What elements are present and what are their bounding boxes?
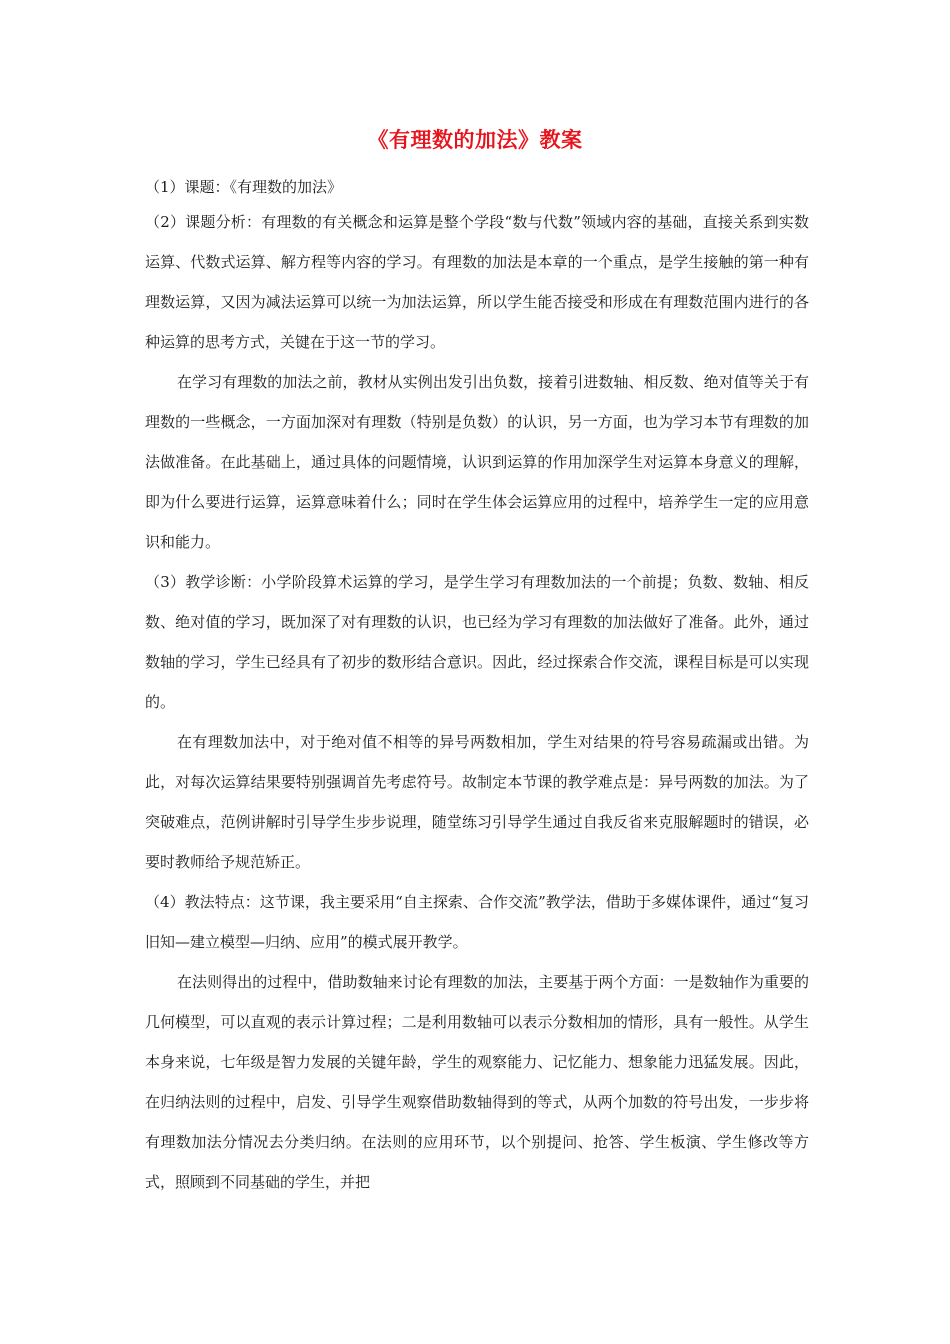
analysis-paragraph: 在学习有理数的加法之前，教材从实例出发引出负数，接着引进数轴、相反数、绝对值等关于有理数的一些概念，一方面加深对有理数（特别是负数）的认识，另一方面，也为学习本节有理数的加法做准备。在此基础上，通过具体的问题情境，认识到运算的作用加深学生对运算本身意义的理解，即为什么要进行运算，运算意味着什么；同时在学生体会运算应用的过程中，培养学生一定的应用意识和能力。 <box>145 373 809 551</box>
diagnosis-paragraph: 在有理数加法中，对于绝对值不相等的异号两数相加，学生对结果的符号容易疏漏或出错。为此，对每次运算结果要特别强调首先考虑符号。故制定本节课的教学难点是：异号两数的加法。为了突破难点，范例讲解时引导学生步步说理，随堂练习引导学生通过自我反省来克服解题时的错误，必要时教师给予规范矫正。 <box>145 733 809 871</box>
section-topic: （1）课题：《有理数的加法》 <box>145 178 343 196</box>
section-analysis: （2）课题分析：有理数的有关概念和运算是整个学段“数与代数”领域内容的基础，直接关系到实数运算、代数式运算、解方程等内容的学习。有理数的加法是本章的一个重点，是学生接触的第一种有理数运算，又因为减法运算可以统一为加法运算，所以学生能否接受和形成在有理数范围内进行的各种运算的思考方式，关键在于这一节的学习。 <box>145 213 809 351</box>
section-diagnosis: （3）教学诊断：小学阶段算术运算的学习，是学生学习有理数加法的一个前提；负数、数轴、相反数、绝对值的学习，既加深了对有理数的认识，也已经为学习有理数的加法做好了准备。此外，通过数轴的学习，学生已经具有了初步的数形结合意识。因此，经过探索合作交流，课程目标是可以实现的。 <box>145 573 809 711</box>
document-title: 《有理数的加法》教案 <box>367 128 583 152</box>
section-method: （4）教法特点：这节课，我主要采用“自主探索、合作交流”教学法，借助于多媒体课件，通过“复习旧知—建立模型—归纳、应用”的模式展开教学。 <box>145 893 809 951</box>
method-paragraph: 在法则得出的过程中，借助数轴来讨论有理数的加法，主要基于两个方面：一是数轴作为重要的几何模型，可以直观的表示计算过程；二是利用数轴可以表示分数相加的情形，具有一般性。从学生本身来说，七年级是智力发展的关键年龄，学生的观察能力、记忆能力、想象能力迅猛发展。因此，在归纳法则的过程中，启发、引导学生观察借助数轴得到的等式，从两个加数的符号出发，一步步将有理数加法分情况去分类归纳。在法则的应用环节，以个别提问、抢答、学生板演、学生修改等方式，照顾到不同基础的学生，并把 <box>145 973 809 1191</box>
document-body <box>145 172 809 1202</box>
